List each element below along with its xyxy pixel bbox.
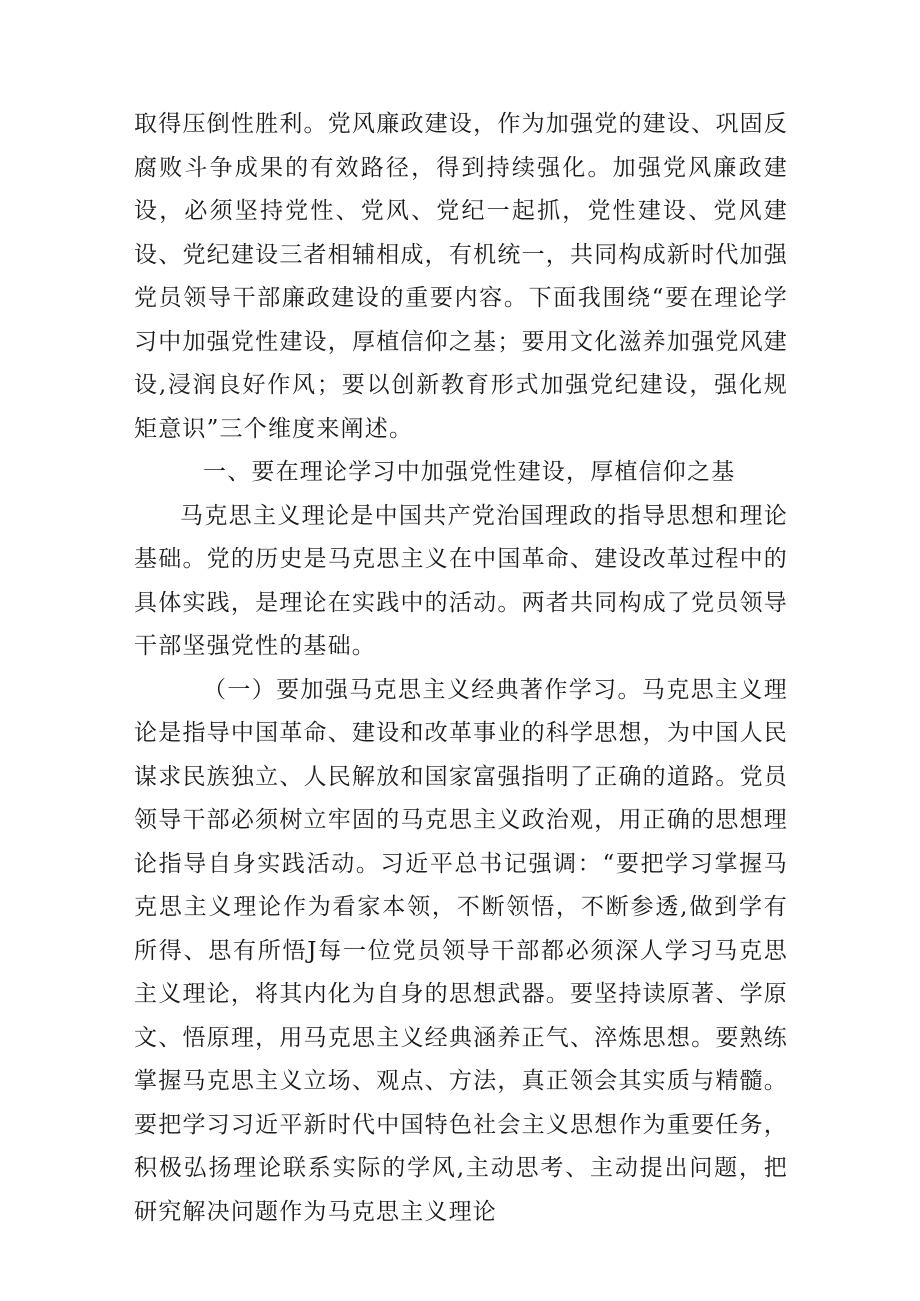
subsection-body: 马克思主义理论是指导中国革命、建设和改革事业的科学思想，为中国人民谋求民族独立、人民解放和国家富强指明了正确的道路。党员领导干部必须树立牢固的马克思主义政治观，用正确的思想理论指导自身实践活动。习近平总书记强调：“要把学习掌握马克思主义理论作为看家本领，不断领悟，不断参透,做到学有所得、思有所悟J每一位党员领导干部都必须深人学习马克思主义理论，将其内化为自身的思想武器。要坚持读原著、学原文、悟原理，用马克思主义经典涵养正气、淬炼思想。要熟练掌握马克思主义立场、观点、方法，真正领会其实质与精髓。要把学习习近平新时代中国特色社会主义思想作为重要任务，积极弘扬理论联系实际的学风,主动思考、主动提出问题，把研究解决问题作为马克思主义理论 (134, 676, 789, 1225)
subsection-title: （一）要加强马克思主义经典著作学习。 (203, 676, 642, 703)
paragraph-section-intro: 马克思主义理论是中国共产党治国理政的指导思想和理论基础。党的历史是马克思主义在中国革命、建设改革过程中的具体实践，是理论在实践中的活动。两者共同构成了党员领导干部坚强党性的基础。 (134, 502, 788, 659)
document-body (134, 103, 788, 1234)
paragraph-opening: 取得压倒性胜利。党风廉政建设，作为加强党的建设、巩固反腐败斗争成果的有效路径，得到持续强化。加强党风廉政建设，必须坚持党性、党风、党纪一起抓，党性建设、党风建设、党纪建设三者相辅相成，有机统一，共同构成新时代加强党员领导干部廉政建设的重要内容。下面我围绕“要在理论学习中加强党性建设，厚植信仰之基；要用文化滋养加强党风建设,浸润良好作风；要以创新教育形式加强党纪建设，强化规矩意识”三个维度来阐述。 (134, 111, 788, 442)
paragraph-subsection (134, 669, 788, 1235)
section-heading: 一、要在理论学习中加强党性建设，厚植信仰之基 (203, 459, 736, 485)
